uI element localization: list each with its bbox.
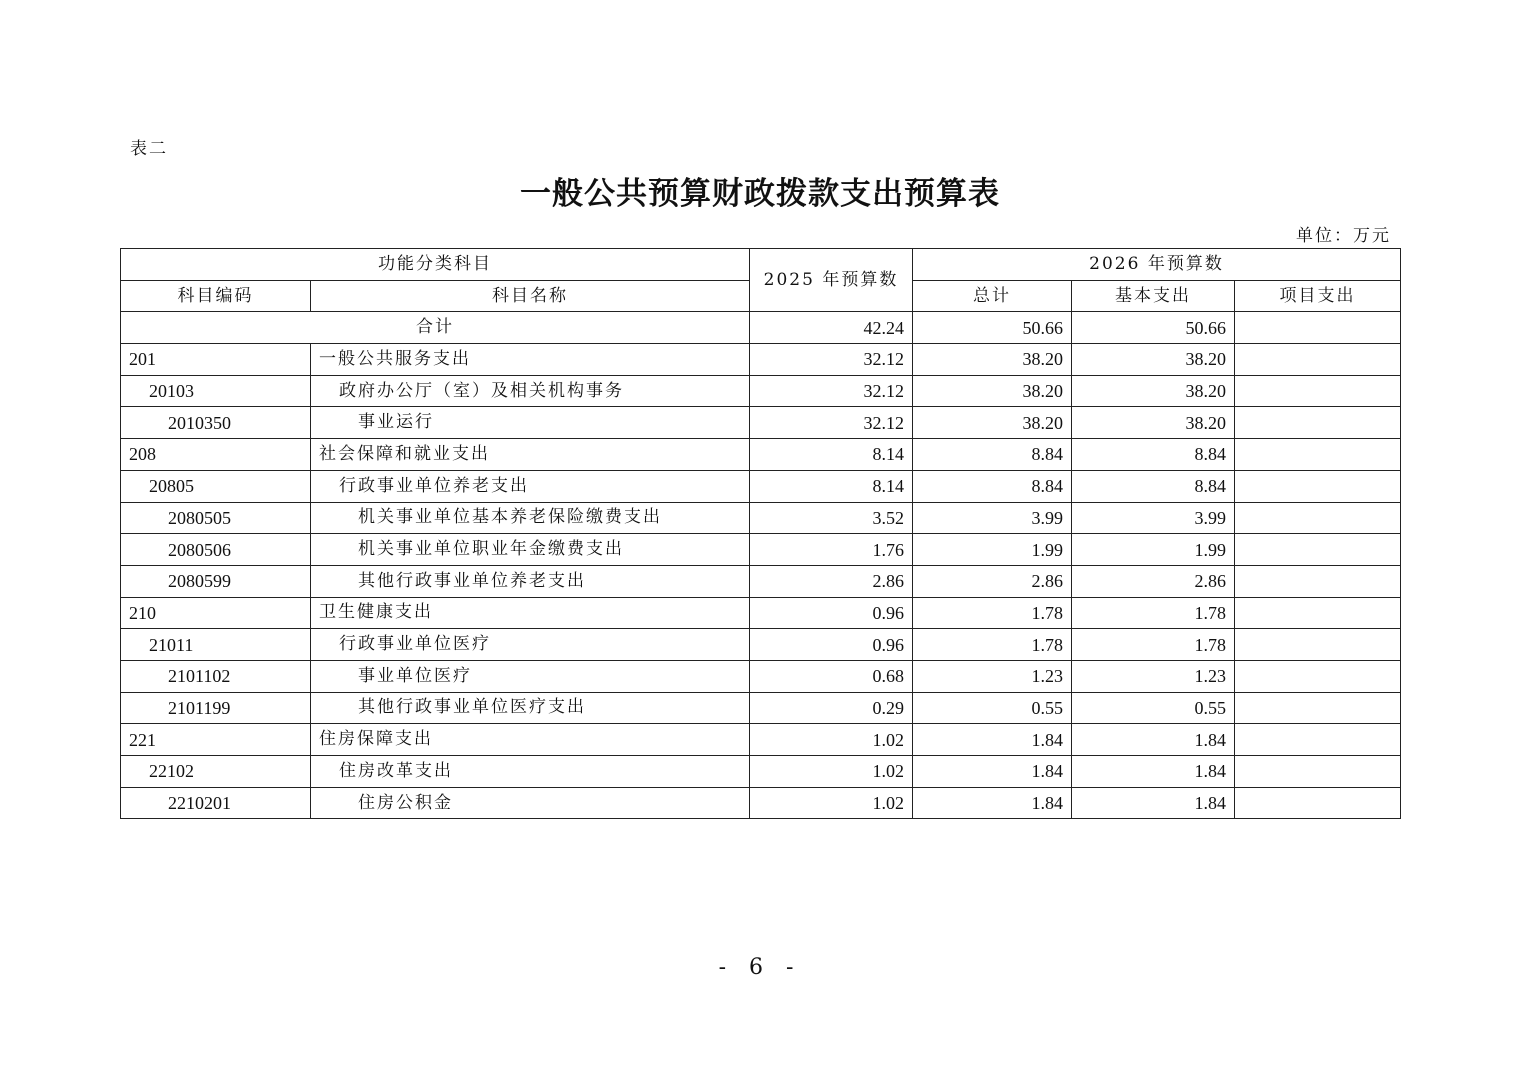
cell-code: 221 (121, 724, 311, 756)
cell-name: 住房公积金 (311, 787, 750, 819)
cell-b2025: 1.76 (750, 534, 913, 566)
header-func-category: 功能分类科目 (121, 249, 750, 281)
cell-code: 2101102 (121, 660, 311, 692)
summary-basic: 50.66 (1072, 312, 1235, 344)
table-row (121, 787, 1401, 819)
cell-b2025: 32.12 (750, 344, 913, 376)
table-row (121, 629, 1401, 661)
page-number: - 6 - (718, 955, 802, 980)
cell-code: 201 (121, 344, 311, 376)
cell-b2025: 32.12 (750, 375, 913, 407)
cell-project (1235, 375, 1401, 407)
cell-project (1235, 534, 1401, 566)
cell-total: 8.84 (913, 470, 1072, 502)
cell-basic: 38.20 (1072, 344, 1235, 376)
cell-project (1235, 470, 1401, 502)
table-row (121, 439, 1401, 471)
cell-code: 210 (121, 597, 311, 629)
summary-project (1235, 312, 1401, 344)
table-row (121, 407, 1401, 439)
cell-total: 1.84 (913, 787, 1072, 819)
cell-b2025: 0.29 (750, 692, 913, 724)
table-row (121, 724, 1401, 756)
cell-project (1235, 502, 1401, 534)
cell-total: 0.55 (913, 692, 1072, 724)
cell-code: 20805 (121, 470, 311, 502)
summary-b2025: 42.24 (750, 312, 913, 344)
cell-code: 2101199 (121, 692, 311, 724)
cell-basic: 1.84 (1072, 724, 1235, 756)
cell-b2025: 0.96 (750, 597, 913, 629)
cell-name: 住房改革支出 (311, 756, 750, 788)
header-code: 科目编码 (121, 280, 311, 312)
cell-name: 住房保障支出 (311, 724, 750, 756)
cell-project (1235, 629, 1401, 661)
cell-total: 1.78 (913, 597, 1072, 629)
cell-project (1235, 787, 1401, 819)
cell-basic: 1.84 (1072, 756, 1235, 788)
cell-total: 1.84 (913, 756, 1072, 788)
cell-project (1235, 597, 1401, 629)
summary-total: 50.66 (913, 312, 1072, 344)
table-row (121, 534, 1401, 566)
cell-b2025: 8.14 (750, 439, 913, 471)
cell-basic: 1.99 (1072, 534, 1235, 566)
budget-table (120, 248, 1401, 819)
cell-project (1235, 439, 1401, 471)
table-row (121, 344, 1401, 376)
cell-project (1235, 565, 1401, 597)
cell-total: 2.86 (913, 565, 1072, 597)
cell-total: 38.20 (913, 375, 1072, 407)
header-row-1 (121, 249, 1401, 281)
cell-code: 2080506 (121, 534, 311, 566)
cell-name: 行政事业单位养老支出 (311, 470, 750, 502)
table-row (121, 375, 1401, 407)
cell-b2025: 1.02 (750, 787, 913, 819)
cell-project (1235, 344, 1401, 376)
cell-basic: 38.20 (1072, 407, 1235, 439)
cell-name: 行政事业单位医疗 (311, 629, 750, 661)
cell-b2025: 3.52 (750, 502, 913, 534)
cell-basic: 1.84 (1072, 787, 1235, 819)
cell-name: 机关事业单位基本养老保险缴费支出 (311, 502, 750, 534)
table-row (121, 660, 1401, 692)
cell-code: 2010350 (121, 407, 311, 439)
cell-total: 1.99 (913, 534, 1072, 566)
cell-code: 208 (121, 439, 311, 471)
summary-label: 合计 (121, 312, 750, 344)
table-row (121, 597, 1401, 629)
cell-name: 卫生健康支出 (311, 597, 750, 629)
header-total: 总计 (913, 280, 1072, 312)
table-row (121, 692, 1401, 724)
header-budget-2026: 2026 年预算数 (913, 249, 1401, 281)
cell-name: 政府办公厅（室）及相关机构事务 (311, 375, 750, 407)
cell-name: 事业单位医疗 (311, 660, 750, 692)
cell-b2025: 2.86 (750, 565, 913, 597)
cell-project (1235, 724, 1401, 756)
cell-code: 2080599 (121, 565, 311, 597)
cell-b2025: 8.14 (750, 470, 913, 502)
cell-project (1235, 660, 1401, 692)
header-basic: 基本支出 (1072, 280, 1235, 312)
cell-name: 事业运行 (311, 407, 750, 439)
cell-basic: 8.84 (1072, 470, 1235, 502)
table-row (121, 470, 1401, 502)
cell-code: 20103 (121, 375, 311, 407)
cell-code: 22102 (121, 756, 311, 788)
cell-name: 社会保障和就业支出 (311, 439, 750, 471)
cell-basic: 1.23 (1072, 660, 1235, 692)
document-title: 一般公共预算财政拨款支出预算表 (520, 176, 1000, 212)
cell-b2025: 0.68 (750, 660, 913, 692)
cell-basic: 1.78 (1072, 629, 1235, 661)
cell-b2025: 32.12 (750, 407, 913, 439)
header-budget-2025: 2025 年预算数 (750, 249, 913, 312)
cell-total: 1.84 (913, 724, 1072, 756)
cell-basic: 0.55 (1072, 692, 1235, 724)
cell-basic: 1.78 (1072, 597, 1235, 629)
cell-basic: 2.86 (1072, 565, 1235, 597)
cell-b2025: 1.02 (750, 756, 913, 788)
cell-total: 1.23 (913, 660, 1072, 692)
table-label: 表二 (130, 139, 168, 159)
cell-basic: 8.84 (1072, 439, 1235, 471)
cell-name: 机关事业单位职业年金缴费支出 (311, 534, 750, 566)
cell-code: 2210201 (121, 787, 311, 819)
cell-b2025: 0.96 (750, 629, 913, 661)
cell-code: 21011 (121, 629, 311, 661)
header-name: 科目名称 (311, 280, 750, 312)
table-row (121, 502, 1401, 534)
cell-name: 其他行政事业单位医疗支出 (311, 692, 750, 724)
cell-total: 38.20 (913, 344, 1072, 376)
cell-name: 其他行政事业单位养老支出 (311, 565, 750, 597)
cell-project (1235, 756, 1401, 788)
table-row (121, 756, 1401, 788)
cell-code: 2080505 (121, 502, 311, 534)
cell-total: 1.78 (913, 629, 1072, 661)
cell-basic: 38.20 (1072, 375, 1235, 407)
cell-total: 8.84 (913, 439, 1072, 471)
cell-project (1235, 407, 1401, 439)
table-row (121, 565, 1401, 597)
cell-name: 一般公共服务支出 (311, 344, 750, 376)
summary-row (121, 312, 1401, 344)
cell-total: 3.99 (913, 502, 1072, 534)
header-project: 项目支出 (1235, 280, 1401, 312)
cell-b2025: 1.02 (750, 724, 913, 756)
unit-label: 单位：万元 (1296, 226, 1391, 246)
cell-total: 38.20 (913, 407, 1072, 439)
cell-basic: 3.99 (1072, 502, 1235, 534)
cell-project (1235, 692, 1401, 724)
